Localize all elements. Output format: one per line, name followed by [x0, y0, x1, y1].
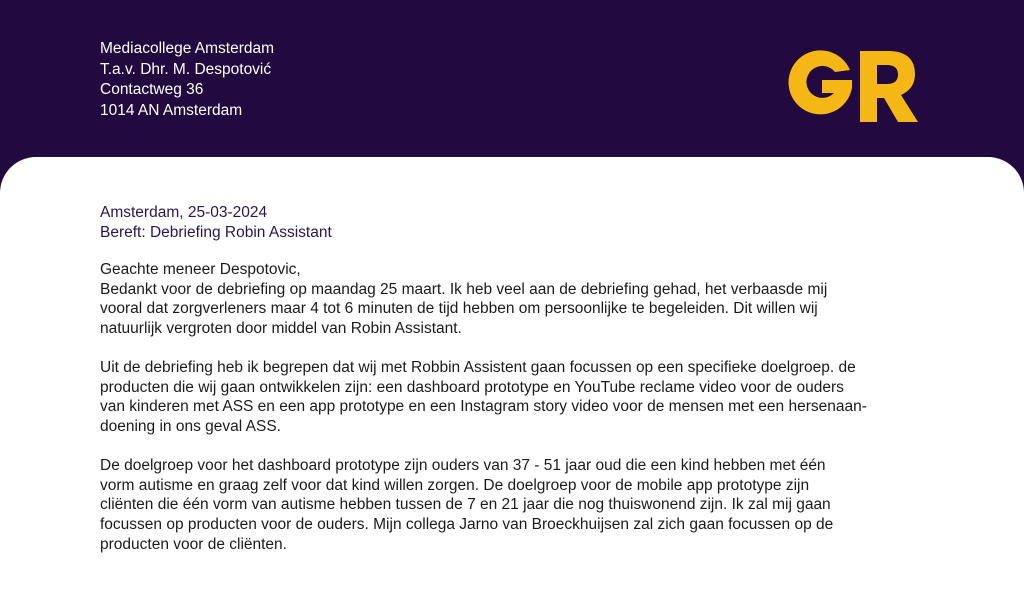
address-line-street: Contactweg 36	[100, 81, 204, 98]
salutation: Geachte meneer Despotovic,	[100, 261, 301, 279]
opening-paragraph	[100, 260, 930, 338]
paragraph-line: producten die wij gaan ontwikkelen zijn: een dashboard prototype en YouTube reclame video voor de ouders	[100, 378, 844, 396]
paragraph-line: van kinderen met ASS en een app prototype en een Instagram story video voor de mensen met een hersenaan-	[100, 398, 867, 416]
place-date: Amsterdam, 25-03-2024	[100, 204, 268, 221]
address-line-organization: Mediacollege Amsterdam	[100, 40, 275, 57]
paragraph-line: focussen op producten voor de ouders. Mijn collega Jarno van Broeckhuijsen zal zich gaan focussen op de	[100, 515, 834, 533]
address-line-postal-city: 1014 AN Amsterdam	[100, 101, 243, 119]
paragraph-line: cliënten die één vorm van autisme hebben tussen de 7 en 21 jaar die nog thuiswonend zijn. Ik zal mij gaan	[100, 496, 831, 514]
gr-logo	[788, 44, 924, 122]
paragraph-line: De doelgroep voor het dashboard prototype zijn ouders van 37 - 51 jaar oud die een kind hebben met één	[100, 457, 826, 475]
paragraph-line: producten voor de cliënten.	[100, 535, 287, 553]
paragraph-line: Bedankt voor de debriefing op maandag 25 maart. Ik heb veel aan de debriefing gehad, het verbaasde mij	[100, 280, 828, 298]
letter-body	[100, 203, 930, 554]
subject-line: Bereft: Debriefing Robin Assistant	[100, 223, 332, 241]
paragraph-line: vooral dat zorgverleners maar 4 tot 6 minuten de tijd hebben om persoonlijke te begeleiden. Dit willen wij	[100, 300, 818, 318]
address-line-attention: T.a.v. Dhr. M. Despotović	[100, 60, 272, 78]
letter-meta	[100, 203, 930, 242]
recipient-address	[100, 39, 274, 121]
paragraph-line: natuurlijk vergroten door middel van Robin Assistant.	[100, 319, 462, 337]
letterhead-header	[0, 0, 1024, 180]
products-paragraph	[100, 358, 930, 436]
paragraph-line: Uit de debriefing heb ik begrepen dat wij met Robbin Assistent gaan focussen op een specifieke doelgroep. de	[100, 359, 856, 377]
paragraph-line: doening in ons geval ASS.	[100, 417, 281, 435]
paragraph-line: vorm autisme en graag zelf voor dat kind willen zorgen. De doelgroep voor de mobile app prototype zijn	[100, 476, 810, 494]
letter-sheet	[0, 157, 1024, 597]
target-audience-paragraph	[100, 456, 930, 554]
